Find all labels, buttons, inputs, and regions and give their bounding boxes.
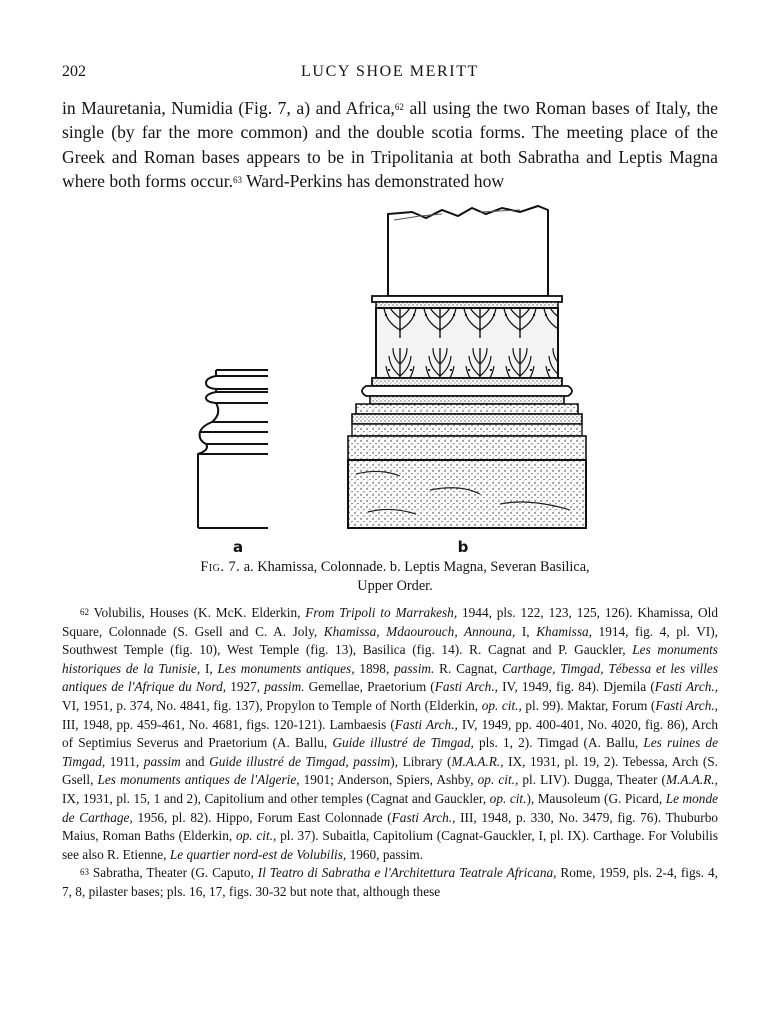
footnote-segment: III, 1948, pp. 459-461, No. 4681, figs. 120-121). Lambaesis ( <box>62 716 395 732</box>
footnote-segment: op. cit. <box>489 790 527 806</box>
footnote-segment: 1956, pl. 82). Hippo, Forum East Colonnade ( <box>132 809 392 825</box>
figure-drawing <box>180 200 600 560</box>
body-paragraph: in Mauretania, Numidia (Fig. 7, a) and Africa,$^{62}$ all using the two Roman bases of Italy, the single (by far the more common) and the double scotia forms. The meeting place of the Greek and Roman bases appears to be in Tripolitania at both Sabratha and Leptis Magna where both forms occur.$^{63}$ Ward-Perkins has demonstrated how <box>62 98 718 192</box>
footnote-segment: 1944, pls. 122, 123, 125, 126). Khamissa, Old Square, Colonnade (S. Gsell and C. A. Joly, <box>62 605 718 639</box>
footnote-segment: Les monuments antiques, <box>217 660 355 676</box>
footnote-segment: 1927, <box>226 679 265 695</box>
footnote-segment: passim <box>143 753 181 769</box>
footnote-segment: Gemellae, Praetorium ( <box>304 679 435 695</box>
footnote-63 <box>62 864 718 901</box>
footnote-segment: pl. LIV). Dugga, Theater ( <box>518 772 666 788</box>
footnote-ref-62[interactable]: 62 <box>394 102 404 112</box>
footnote-segment: pl. 37). Subaitla, Capitolium (Cagnat-Gauckler, I, pl. IX). Carthage. For Volubilis see also R. Etienne, <box>62 828 718 862</box>
footnote-segment: and <box>180 753 210 769</box>
footnote-segment: I, <box>200 660 218 676</box>
footnote-segment: IV, 1949, pp. 400-401, No. 4020, fig. 86), Arch of Septimius Severus and Praetorium (A. Ballu, <box>62 716 718 751</box>
body-text <box>62 96 718 194</box>
figure-7 <box>180 200 600 560</box>
footnote-segment: M.A.A.R., <box>665 772 719 788</box>
footnote-segment: 1901; Anderson, Spiers, Ashby, <box>299 772 478 788</box>
footnote-segment: Khamissa, <box>536 623 592 639</box>
footnote-segment: IV, 1949, fig. 84). Djemila ( <box>497 679 655 695</box>
figure-caption <box>190 558 600 596</box>
footnote-segment: Fasti Arch., <box>391 809 456 825</box>
footnote-segment: pls. 1, 2). Timgad (A. Ballu, <box>473 735 644 751</box>
footnote-segment: op. cit., <box>481 697 522 713</box>
footnote-segment: 1914, fig. 4, pl. VI), Southwest Temple (fig. 10), West Temple (fig. 13), Basilica (fig. 14). R. Cagnat and P. Gauckler, <box>62 623 718 658</box>
footnote-segment: Fasti Arch., <box>655 697 719 713</box>
footnote-segment: III, 1948, p. 330, No. 3479, fig. 76). Thuburbo Maius, Roman Baths (Elderkin, <box>62 809 719 844</box>
footnote-segment: pl. 99). Maktar, Forum ( <box>521 697 656 713</box>
footnote-segment: Guide illustré de Timgad, <box>332 735 474 751</box>
page-header <box>62 63 718 85</box>
footnote-segment: Guide illustré de Timgad, passim <box>209 753 391 769</box>
footnote-segment: Carthage, Timgad, Tébessa et les villes antiques de l'Afrique du Nord, <box>62 660 719 695</box>
profile-a-drawing <box>198 370 268 528</box>
figure-number: Fig. 7. <box>200 559 241 575</box>
footnote-segment: Le quartier nord-est de Volubilis, <box>169 846 347 862</box>
footnote-segment: Sabratha, Theater (G. Caputo, <box>89 865 258 881</box>
footnote-62 <box>62 604 718 864</box>
footnote-segment: Fasti Arch., <box>434 679 498 695</box>
footnote-segment: Khamissa, Mdaourouch, Announa, <box>323 623 516 639</box>
footnote-segment: Fasti Arch., <box>394 716 458 732</box>
footnote-segment: Volubilis, Houses (K. McK. Elderkin, <box>89 605 306 620</box>
footnote-segment: 1898, <box>354 660 395 676</box>
footnote-segment: IX, 1931, pl. 15, 1 and 2), Capitolium and other temples (Cagnat and Gauckler, <box>62 790 490 806</box>
footnote-segment: Les monuments historiques de la Tunisie, <box>62 642 718 676</box>
footnote-segment: passim. <box>394 660 435 676</box>
footnote-62-text <box>62 605 718 862</box>
footnote-segment: Rome, 1959, pls. 2-4, figs. 4, 7, 8, pilaster bases; pls. 16, 17, figs. 30-32 but note that, although these <box>62 865 718 899</box>
footnote-segment: VI, 1951, p. 374, No. 4841, fig. 137), Propylon to Temple of North (Elderkin, <box>62 697 482 713</box>
footnote-segment: ), Library ( <box>390 753 452 769</box>
footnote-segment: ), Mausoleum (G. Picard, <box>526 790 666 806</box>
footnote-segment: passim. <box>264 679 305 695</box>
footnote-segment: IX, 1931, pl. 19, 2). Tebessa, Arch (S. Gsell, <box>62 753 718 788</box>
figure-label-a: a <box>232 538 244 556</box>
footnote-segment: M.A.A.R., <box>451 753 504 769</box>
footnote-marker-62: 62 <box>80 607 89 617</box>
footnote-segment: Fasti Arch., <box>654 679 719 695</box>
footnote-segment: op. cit., <box>477 772 519 788</box>
running-head: LUCY SHOE MERITT <box>301 63 479 80</box>
footnote-segment: Il Teatro di Sabratha e l'Architettura Teatrale Africana, <box>257 865 557 881</box>
footnote-marker-63: 63 <box>80 867 89 878</box>
footnote-segment: Les ruines de Timgad, <box>62 735 718 769</box>
footnote-ref-63[interactable]: 63 <box>233 175 242 186</box>
footnotes <box>62 604 718 902</box>
footnote-segment: 1960, passim. <box>346 846 424 862</box>
page-number: 202 <box>62 63 86 80</box>
footnote-63-text <box>62 865 718 899</box>
footnote-segment: From Tripoli to Marrakesh, <box>305 605 458 620</box>
profile-b-drawing <box>348 206 586 528</box>
footnote-segment: op. cit., <box>235 828 277 844</box>
footnote-segment: I, <box>515 623 537 639</box>
footnote-segment: Les monuments antiques de l'Algerie, <box>97 772 300 788</box>
footnote-segment: R. Cagnat, <box>434 660 502 676</box>
footnote-segment: 1911, <box>105 753 144 769</box>
figure-label-b: b <box>457 538 469 556</box>
footnote-segment: Le monde de Carthage, <box>62 790 718 825</box>
caption-text: a. Khamissa, Colonnade. b. Leptis Magna, Severan Basilica, Upper Order. <box>240 559 590 594</box>
